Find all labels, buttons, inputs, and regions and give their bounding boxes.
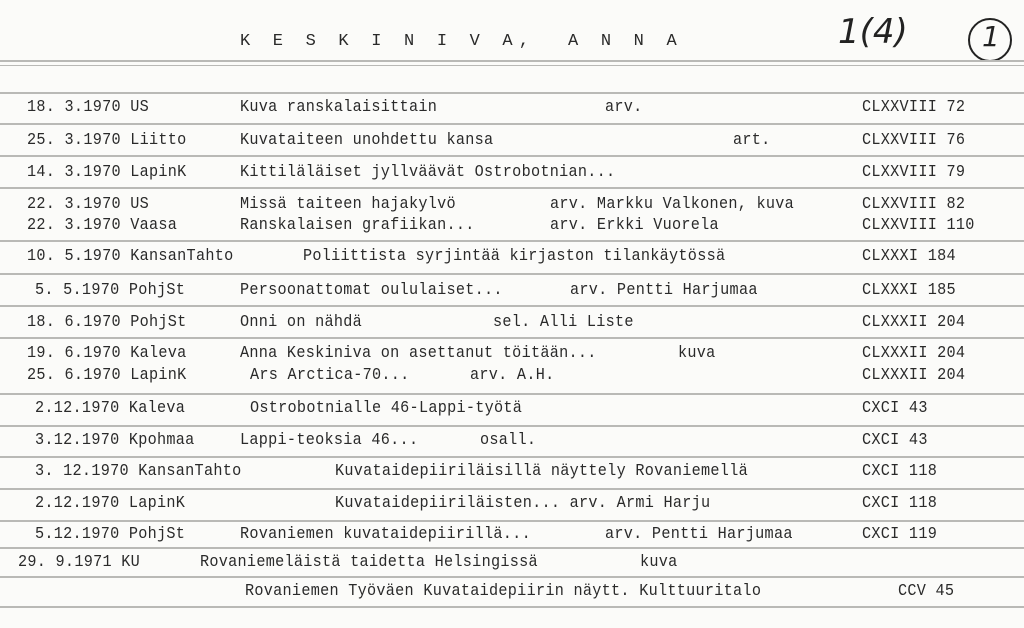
entry-date-source: 29. 9.1971 KU <box>18 552 141 571</box>
entry-title: Ars Arctica-70... <box>250 365 410 384</box>
entry-reference: CLXXXII 204 <box>862 365 966 384</box>
circled-number-text: 1 <box>982 20 1000 53</box>
rule <box>0 456 1024 458</box>
entry-note: kuva <box>640 552 678 571</box>
rule <box>0 488 1024 490</box>
entry-date-source: 14. 3.1970 LapinK <box>27 162 187 181</box>
rule <box>0 60 1024 62</box>
entry-date-source: 19. 6.1970 Kaleva <box>27 343 187 362</box>
entry-note: arv. Pentti Harjumaa <box>605 524 793 543</box>
entry-title: Anna Keskiniva on asettanut töitään... <box>240 343 597 362</box>
rule <box>0 425 1024 427</box>
entry-title: Onni on nähdä <box>240 312 363 331</box>
entry-note: arv. Markku Valkonen, kuva <box>550 194 795 213</box>
entry-title: Kuva ranskalaisittain <box>240 97 438 116</box>
rule <box>0 273 1024 275</box>
entry-reference: CXCI 43 <box>862 430 928 449</box>
rule <box>0 305 1024 307</box>
entry-title: Persoonattomat oululaiset... <box>240 280 503 299</box>
rule <box>0 92 1024 94</box>
rule <box>0 155 1024 157</box>
entry-title: Kittiläläiset jyllväävät Ostrobotnian... <box>240 162 616 181</box>
entry-date-source: 3.12.1970 Kpohmaa <box>35 430 195 449</box>
rule <box>0 520 1024 522</box>
circled-number <box>968 18 1012 62</box>
entry-date-source: 18. 3.1970 US <box>27 97 150 116</box>
entry-reference: CLXXXI 184 <box>862 246 956 265</box>
entry-date-source: 18. 6.1970 PohjSt <box>27 312 187 331</box>
entry-reference: CXCI 43 <box>862 398 928 417</box>
handwritten-card-number: 1(4) <box>838 12 908 52</box>
entry-title: Kuvataidepiiriläisillä näyttely Rovaniemellä <box>335 461 748 480</box>
entry-reference: CLXXXI 185 <box>862 280 956 299</box>
rule <box>0 606 1024 608</box>
entry-note: osall. <box>480 430 537 449</box>
entry-title: Kuvataiteen unohdettu kansa <box>240 130 494 149</box>
entry-date-source: 5. 5.1970 PohjSt <box>35 280 186 299</box>
entry-note: kuva <box>678 343 716 362</box>
entry-note: arv. Erkki Vuorela <box>550 215 719 234</box>
entry-date-source: 5.12.1970 PohjSt <box>35 524 186 543</box>
rule <box>0 240 1024 242</box>
rule <box>0 547 1024 549</box>
entry-note: arv. Pentti Harjumaa <box>570 280 758 299</box>
entry-title: Poliittista syrjintää kirjaston tilankäytössä <box>303 246 726 265</box>
entry-reference: CLXXVIII 76 <box>862 130 966 149</box>
entry-reference: CLXXXII 204 <box>862 312 966 331</box>
entry-reference: CLXXVIII 82 <box>862 194 966 213</box>
entry-reference: CCV 45 <box>898 581 955 600</box>
entry-note: arv. A.H. <box>470 365 555 384</box>
entry-title: Lappi-teoksia 46... <box>240 430 419 449</box>
entry-date-source: 2.12.1970 Kaleva <box>35 398 186 417</box>
entry-title: Missä taiteen hajakylvö <box>240 194 456 213</box>
entry-title: Rovaniemen kuvataidepiirillä... <box>240 524 531 543</box>
rule <box>0 393 1024 395</box>
rule <box>0 65 1024 66</box>
entry-title: Kuvataidepiiriläisten... arv. Armi Harju <box>335 493 711 512</box>
entry-date-source: 10. 5.1970 KansanTahto <box>27 246 234 265</box>
rule <box>0 123 1024 125</box>
entry-note: art. <box>733 130 771 149</box>
entry-note: sel. Alli Liste <box>493 312 634 331</box>
entry-reference: CLXXVIII 79 <box>862 162 966 181</box>
entry-date-source: 3. 12.1970 KansanTahto <box>35 461 242 480</box>
entry-title: Ranskalaisen grafiikan... <box>240 215 475 234</box>
entry-date-source: 22. 3.1970 US <box>27 194 150 213</box>
entry-reference: CLXXXII 204 <box>862 343 966 362</box>
entry-date-source: 25. 3.1970 Liitto <box>27 130 187 149</box>
entry-reference: CXCI 118 <box>862 493 938 512</box>
entry-date-source: 22. 3.1970 Vaasa <box>27 215 178 234</box>
entry-reference: CLXXVIII 110 <box>862 215 975 234</box>
entry-date-source: 25. 6.1970 LapinK <box>27 365 187 384</box>
entry-reference: CXCI 118 <box>862 461 938 480</box>
entry-reference: CLXXVIII 72 <box>862 97 966 116</box>
entry-title: Rovaniemeläistä taidetta Helsingissä <box>200 552 538 571</box>
entry-date-source: 2.12.1970 LapinK <box>35 493 186 512</box>
rule <box>0 187 1024 189</box>
entry-note: arv. <box>605 97 643 116</box>
card-heading-name: K E S K I N I V A, A N N A <box>240 32 683 51</box>
entry-title: Ostrobotnialle 46-Lappi-työtä <box>250 398 523 417</box>
entry-reference: CXCI 119 <box>862 524 938 543</box>
entry-title: Rovaniemen Työväen Kuvataidepiirin näytt. Kulttuuritalo <box>245 581 762 600</box>
rule <box>0 337 1024 339</box>
rule <box>0 576 1024 578</box>
